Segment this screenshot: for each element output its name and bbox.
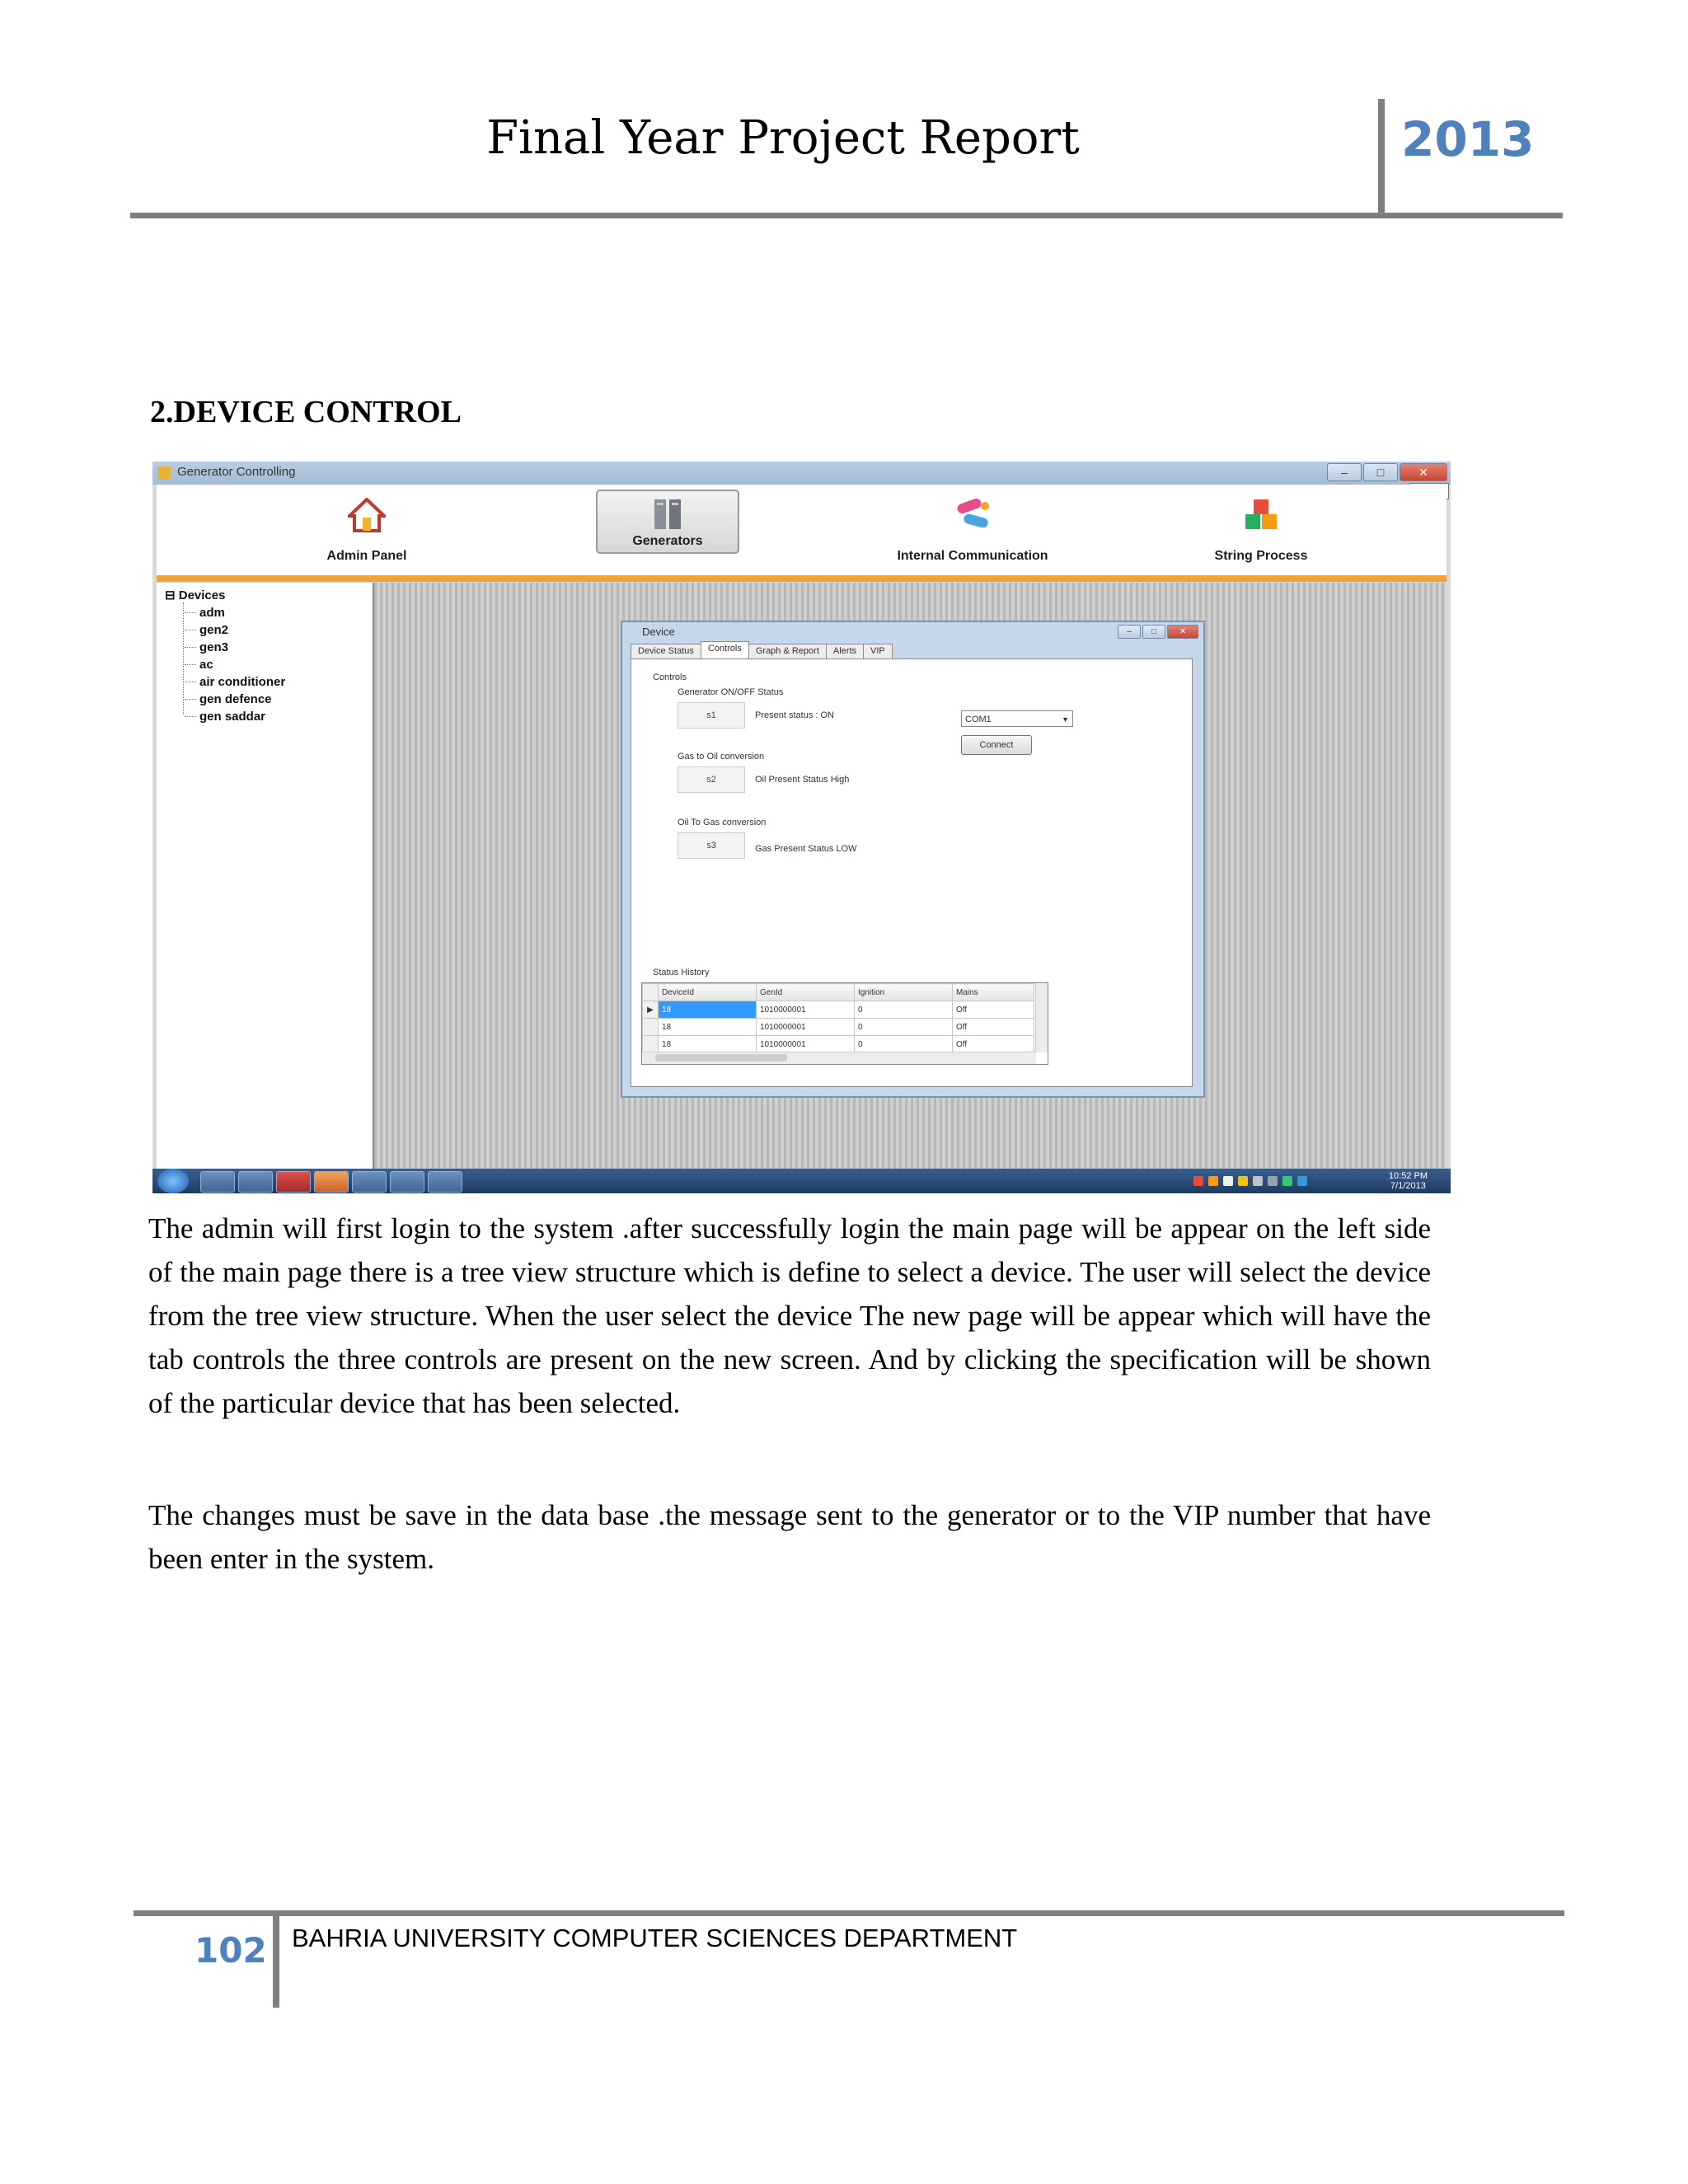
tree-item[interactable]: adm: [199, 604, 285, 621]
gas-oil-label: Gas to Oil conversion: [678, 752, 765, 762]
tray-icon[interactable]: [1238, 1176, 1248, 1186]
status-history-grid[interactable]: [641, 982, 1048, 1065]
controls-panel: [631, 658, 1193, 1087]
pills-icon: [952, 498, 993, 532]
dialog-tabs: [631, 644, 892, 660]
body-paragraph-1: The admin will first login to the system .after successfully login the main page will be appear on the left side of the main page there is a tree view structure which is define to select a device. The user will select the device from the tree view structure. When the user select the device The new page will be appear which will have the tab controls the three controls are present on the new screen. And by clicking the specification will be shown of the particular device that has been selected.: [148, 1212, 1431, 1419]
table-row[interactable]: [643, 1019, 1034, 1036]
clock-date: 7/1/2013: [1390, 1181, 1426, 1191]
clock-time: 10:52 PM: [1388, 1171, 1428, 1181]
folder-icon[interactable]: [200, 1171, 235, 1193]
grid-cell[interactable]: 1010000001: [757, 1036, 855, 1053]
status-history-label: Status History: [653, 968, 710, 977]
app-screenshot: [152, 462, 1451, 1193]
tree-item[interactable]: gen2: [199, 621, 285, 639]
grid-cell[interactable]: 0: [855, 1001, 953, 1019]
table-row[interactable]: [643, 1001, 1034, 1019]
main-toolbar: [157, 485, 1447, 582]
tray-icon[interactable]: [1193, 1176, 1203, 1186]
tray-icon[interactable]: [1223, 1176, 1233, 1186]
device-dialog: [621, 621, 1205, 1098]
tray-icon[interactable]: [1268, 1176, 1278, 1186]
tree-item[interactable]: gen saddar: [199, 708, 285, 725]
grid-horizontal-scrollbar[interactable]: [642, 1052, 1036, 1064]
grid-cell[interactable]: Off: [953, 1001, 1034, 1019]
tree-root-devices[interactable]: ⊟ Devices: [165, 588, 226, 602]
tray-icon[interactable]: [1208, 1176, 1218, 1186]
dialog-close-button[interactable]: ✕: [1167, 625, 1198, 639]
windows-taskbar: [152, 1169, 1451, 1193]
cubes-icon: [1242, 498, 1280, 532]
toolbar-label: Internal Communication: [897, 549, 1048, 563]
close-window-button[interactable]: ✕: [1400, 463, 1447, 481]
word-icon[interactable]: [238, 1171, 273, 1193]
present-status-text: Present status : ON: [755, 710, 834, 720]
toolbar-internal-communication[interactable]: [857, 485, 1088, 572]
header-rule: [130, 213, 1563, 218]
taskbar-clock[interactable]: [1389, 1171, 1428, 1191]
section-heading: 2.DEVICE CONTROL: [150, 395, 462, 429]
dialog-maximize-button[interactable]: □: [1142, 625, 1165, 639]
device-tree: [157, 583, 374, 1169]
office-icon[interactable]: [314, 1171, 349, 1193]
tree-item[interactable]: gen defence: [199, 691, 285, 708]
toolbar-label: String Process: [1214, 549, 1308, 563]
tree-item[interactable]: air conditioner: [199, 675, 286, 689]
grid-cell[interactable]: 0: [855, 1019, 953, 1036]
tree-item[interactable]: gen3: [199, 639, 285, 656]
chevron-down-icon: ▼: [1062, 715, 1069, 724]
footer-rule: [134, 1910, 1564, 1916]
app-titlebar: [152, 462, 1451, 485]
s3-button[interactable]: s3: [678, 832, 745, 859]
start-orb-icon[interactable]: [157, 1169, 189, 1193]
dialog-window-controls: [1118, 625, 1198, 639]
grid-cell[interactable]: Off: [953, 1019, 1034, 1036]
grid-header[interactable]: Mains: [953, 984, 1034, 1001]
dialog-minimize-button[interactable]: –: [1118, 625, 1141, 639]
grid-cell[interactable]: 0: [855, 1036, 953, 1053]
toolbar-string-process[interactable]: [1179, 485, 1343, 572]
footer-department: BAHRIA UNIVERSITY COMPUTER SCIENCES DEPARTMENT: [292, 1924, 1018, 1952]
home-icon: [348, 498, 386, 532]
server-icon: [651, 498, 684, 531]
grid-header[interactable]: GenId: [757, 984, 855, 1001]
app-icon: [157, 466, 171, 480]
tab-device-status[interactable]: Device Status: [631, 644, 701, 660]
tab-graph-report[interactable]: Graph & Report: [748, 644, 827, 660]
header-title: Final Year Project Report: [486, 111, 1080, 165]
controls-group-label: Controls: [653, 673, 687, 682]
tray-icon[interactable]: [1282, 1176, 1292, 1186]
com-port-value: COM1: [965, 715, 992, 724]
s1-button[interactable]: s1: [678, 702, 745, 729]
dialog-title: Device: [642, 626, 675, 638]
tab-alerts[interactable]: Alerts: [826, 644, 864, 660]
grid-header[interactable]: DeviceId: [659, 984, 757, 1001]
tree-item[interactable]: ac: [199, 656, 285, 673]
app-window-title: Generator Controlling: [177, 465, 296, 479]
header-separator: [1378, 99, 1385, 216]
oil-status-text: Oil Present Status High: [755, 775, 850, 785]
grid-header[interactable]: Ignition: [855, 984, 953, 1001]
connect-button[interactable]: Connect: [961, 735, 1032, 755]
toolbar-admin-panel[interactable]: [297, 485, 437, 572]
maximize-button[interactable]: □: [1363, 463, 1398, 481]
grid-cell[interactable]: 18: [659, 1036, 757, 1053]
media-icon[interactable]: [352, 1171, 387, 1193]
tab-controls[interactable]: Controls: [701, 641, 749, 660]
grid-cell[interactable]: 18: [659, 1001, 757, 1019]
s2-button[interactable]: s2: [678, 766, 745, 793]
grid-cell[interactable]: Off: [953, 1036, 1034, 1053]
tray-icon[interactable]: [1297, 1176, 1307, 1186]
app-taskbar-icon[interactable]: [428, 1171, 462, 1193]
grid-cell[interactable]: 1010000001: [757, 1001, 855, 1019]
current-row-icon: ▶: [643, 1001, 659, 1019]
tab-vip[interactable]: VIP: [863, 644, 893, 660]
minimize-button[interactable]: –: [1327, 463, 1362, 481]
tree-root-label: Devices: [178, 588, 226, 602]
table-row[interactable]: [643, 1036, 1034, 1053]
grid-cell[interactable]: 1010000001: [757, 1019, 855, 1036]
window-controls: [1327, 463, 1447, 481]
gas-status-text: Gas Present Status LOW: [755, 844, 857, 854]
com-port-select[interactable]: [961, 710, 1073, 727]
toolbar-label: Admin Panel: [326, 549, 407, 563]
pdf-icon[interactable]: [276, 1171, 311, 1193]
tray-icon[interactable]: [1253, 1176, 1263, 1186]
footer-separator: [273, 1910, 279, 2008]
grid-vertical-scrollbar[interactable]: [1035, 983, 1048, 1052]
chart-app-icon[interactable]: [390, 1171, 424, 1193]
gen-status-label: Generator ON/OFF Status: [678, 687, 784, 697]
page-number: 102: [195, 1930, 267, 1971]
toolbar-generators[interactable]: [596, 490, 739, 554]
oil-gas-label: Oil To Gas conversion: [678, 818, 767, 827]
body-paragraph-2: The changes must be save in the data base .the message sent to the generator or to the VIP number that have been enter in the system.: [148, 1499, 1431, 1575]
header-year: 2013: [1401, 111, 1535, 167]
grid-cell[interactable]: 18: [659, 1019, 757, 1036]
toolbar-label: Generators: [632, 534, 703, 548]
